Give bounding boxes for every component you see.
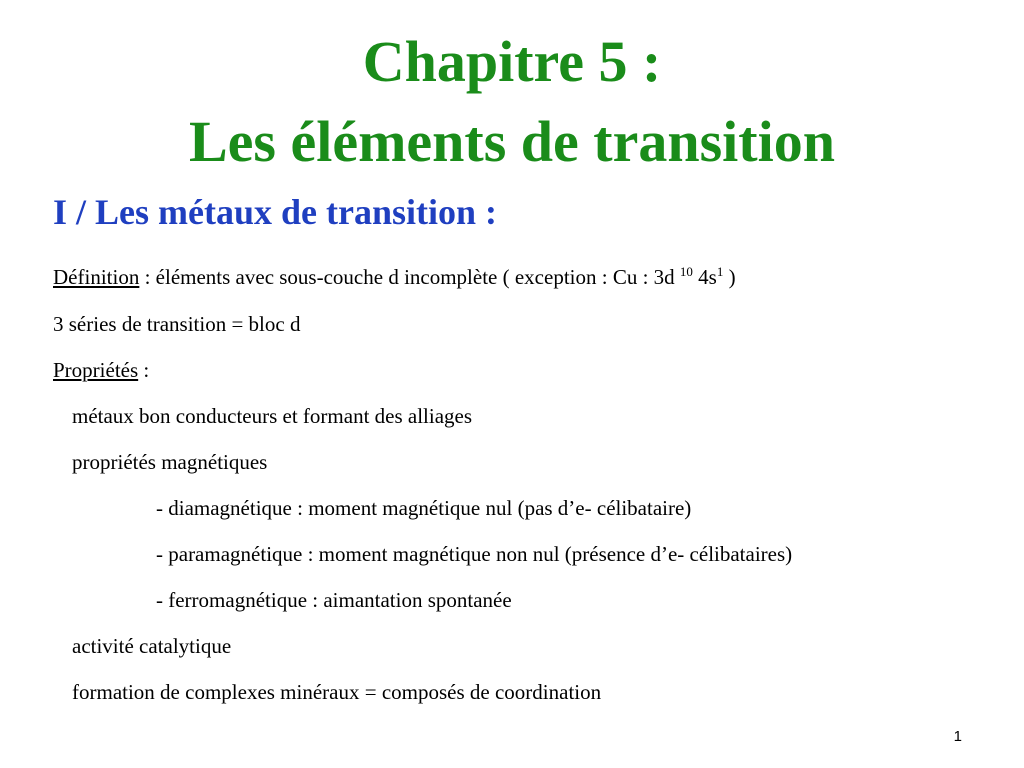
- properties-label: Propriétés: [53, 358, 139, 382]
- series-line: 3 séries de transition = bloc d: [53, 312, 301, 336]
- list-item: métaux bon conducteurs et formant des alliages: [72, 404, 473, 428]
- list-item: - ferromagnétique : aimantation spontanée: [156, 588, 512, 612]
- page-number: 1: [953, 728, 962, 745]
- section-heading: I / Les métaux de transition :: [53, 192, 497, 232]
- definition-line: [53, 264, 736, 290]
- list-item: formation de complexes minéraux = composés de coordination: [72, 680, 602, 704]
- definition-text: : éléments avec sous-couche d incomplète ( exception : Cu : 3d: [139, 265, 680, 289]
- definition-label: Définition: [53, 265, 140, 289]
- properties-line: [53, 357, 149, 383]
- list-item: propriétés magnétiques: [72, 450, 268, 474]
- chapter-title: Chapitre 5 :: [362, 29, 662, 94]
- list-item: - paramagnétique : moment magnétique non nul (présence d’e- célibataires): [156, 542, 793, 566]
- list-item: - diamagnétique : moment magnétique nul (pas d’e- célibataire): [156, 496, 692, 520]
- definition-superscript-10: 10: [679, 264, 693, 279]
- list-item: activité catalytique: [72, 634, 232, 658]
- properties-suffix: :: [138, 358, 150, 382]
- chapter-subtitle: Les éléments de transition: [189, 109, 835, 174]
- definition-superscript-1: 1: [716, 264, 724, 279]
- definition-end: ): [723, 265, 736, 289]
- definition-4s: 4s: [692, 265, 717, 289]
